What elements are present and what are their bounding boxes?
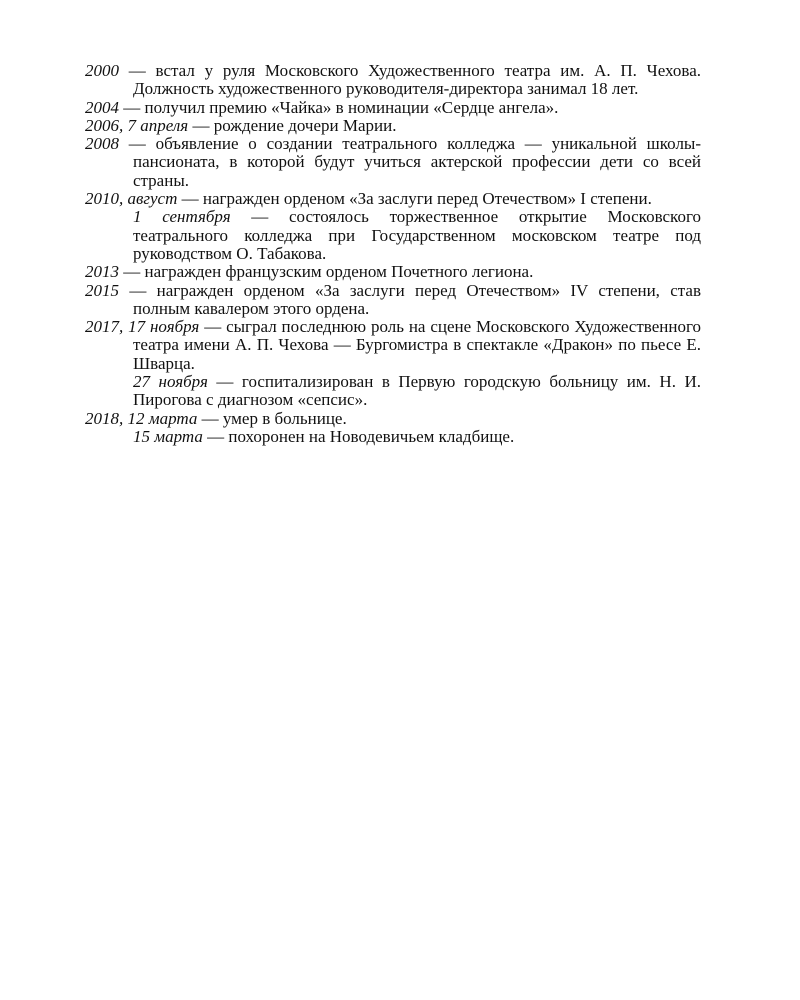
subentry-date: 1 сентября	[133, 207, 231, 227]
subentry-text: — похоронен на Новодевичьем кладбище.	[207, 426, 515, 446]
entry-date: 2013	[85, 262, 119, 282]
entry-text: — объявление о создании театрального колледжа — уникальной школы-пансионата, в которой будут учиться актерской профессии дети со всей страны.	[128, 134, 702, 190]
entry-text: — рождение дочери Марии.	[192, 115, 397, 135]
subentry-text: — состоялось торжественное открытие Московского театрального колледжа при Государственном московском театре под руководством О. Табакова.	[133, 207, 701, 263]
entry-text: — награжден французским орденом Почетного легиона.	[123, 262, 534, 282]
entry-text: — награжден орденом «За заслуги перед Отечеством» I степени.	[181, 189, 652, 209]
subentry-text: — госпитализирован в Первую городскую больницу им. Н. И. Пирогова с диагнозом «сепсис».	[133, 372, 702, 410]
entry-text: — умер в больнице.	[201, 408, 347, 428]
entry-text: — награжден орденом «За заслуги перед Отечеством» IV степени, став полным кавалером этого ордена.	[129, 280, 701, 318]
entry-date: 2015	[85, 280, 119, 300]
entry-text: — сыграл последнюю роль на сцене Московского Художественного театра имени А. П. Чехова — Бургомистра в спектакле «Дракон» по пьесе Е. Шварца.	[133, 317, 702, 373]
chronology-entry	[85, 410, 701, 428]
chronology-list	[85, 62, 701, 446]
chronology-subentry	[85, 428, 701, 446]
entry-date: 2008	[85, 134, 119, 154]
chronology-entry	[85, 62, 701, 99]
chronology-entry	[85, 117, 701, 135]
entry-date: 2004	[85, 97, 119, 117]
entry-text: — получил премию «Чайка» в номинации «Сердце ангела».	[123, 97, 559, 117]
chronology-entry	[85, 135, 701, 190]
entry-text: — встал у руля Московского Художественного театра им. А. П. Чехова. Должность художественного руководителя-директора занимал 18 лет.	[128, 61, 702, 99]
chronology-subentry	[85, 208, 701, 263]
entry-date: 2006, 7 апреля	[85, 115, 189, 135]
chronology-entry	[85, 190, 701, 208]
entry-date: 2010, август	[85, 189, 178, 209]
chronology-entry	[85, 263, 701, 281]
chronology-entry	[85, 318, 701, 373]
subentry-date: 27 ноября	[133, 372, 208, 392]
entry-date: 2018, 12 марта	[85, 408, 198, 428]
subentry-date: 15 марта	[133, 426, 203, 446]
entry-date: 2017, 17 ноября	[85, 317, 200, 337]
chronology-subentry	[85, 373, 701, 410]
chronology-entry	[85, 99, 701, 117]
chronology-entry	[85, 282, 701, 319]
entry-date: 2000	[85, 61, 119, 80]
